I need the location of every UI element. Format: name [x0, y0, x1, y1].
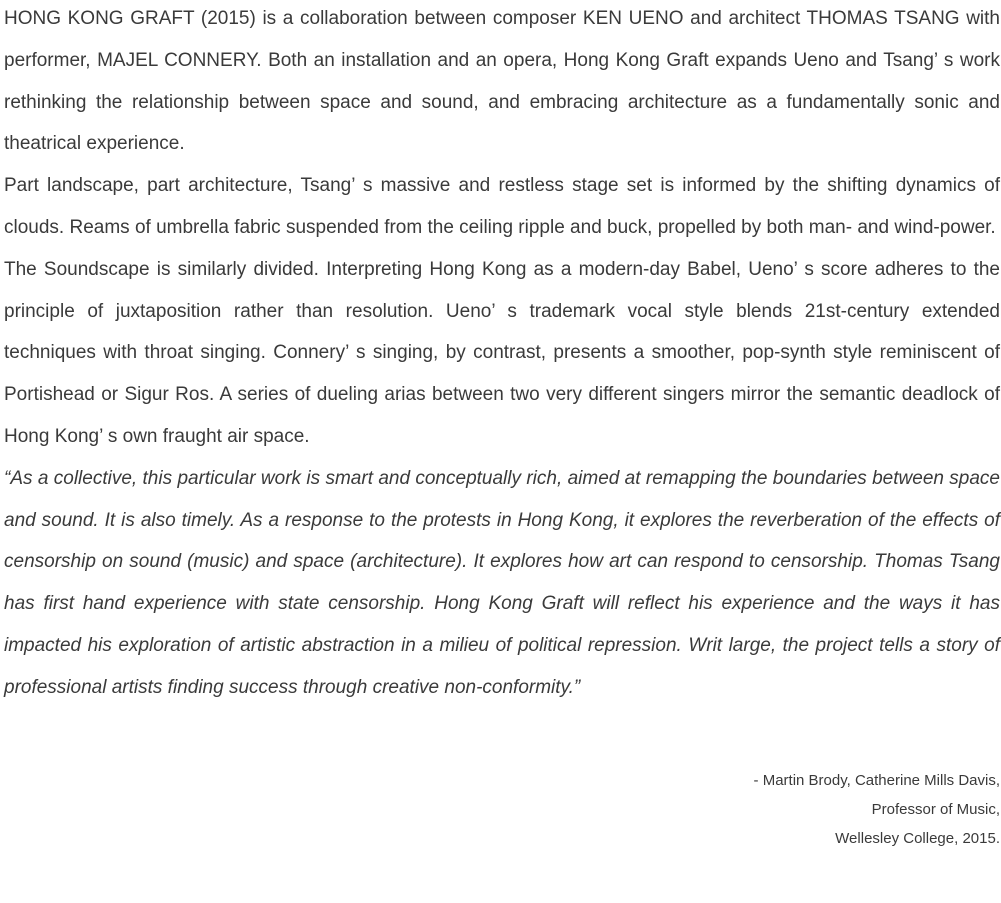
stage-paragraph: Part landscape, part architecture, Tsang’ s massive and restless stage set is informed by the shifting dynamics of clouds. Reams of umbrella fabric suspended from the ceiling ripple and buck, propelled by both man- and wind-power. [4, 175, 1000, 238]
attribution-author: - Martin Brody, Catherine Mills Davis, [753, 772, 1000, 789]
article-body [4, 0, 1000, 709]
soundscape-paragraph: The Soundscape is similarly divided. Interpreting Hong Kong as a modern-day Babel, Ueno’ s score adheres to the principle of juxtaposition rather than resolution. Ueno’ s trademark vocal style blends 21st-century extended techniques with throat singing. Connery’ s singing, by contrast, presents a smoother, pop-synth style reminiscent of Portishead or Sigur Ros. A series of dueling arias between two very different singers mirror the semantic deadlock of Hong Kong’ s own fraught air space. [4, 258, 1000, 447]
attribution-title: Professor of Music, [871, 801, 1000, 818]
quote-paragraph: “As a collective, this particular work is smart and conceptually rich, aimed at remapping the boundaries between space and sound. It is also timely. As a response to the protests in Hong Kong, it explores the reverberation of the effects of censorship on sound (music) and space (architecture). It explores how art can respond to censorship. Thomas Tsang has first hand experience with state censorship. Hong Kong Graft will reflect his experience and the ways it has impacted his exploration of artistic abstraction in a milieu of political repression. Writ large, the project tells a story of professional artists finding success through creative non-conformity.” [4, 467, 1000, 698]
attribution-institution: Wellesley College, 2015. [835, 830, 1000, 847]
quote-attribution [754, 766, 1000, 853]
intro-paragraph: HONG KONG GRAFT (2015) is a collaboration between composer KEN UENO and architect THOMAS TSANG with performer, MAJEL CONNERY. Both an installation and an opera, Hong Kong Graft expands Ueno and Tsang’ s work rethinking the relationship between space and sound, and embracing architecture as a fundamentally sonic and theatrical experience. [4, 8, 1000, 155]
